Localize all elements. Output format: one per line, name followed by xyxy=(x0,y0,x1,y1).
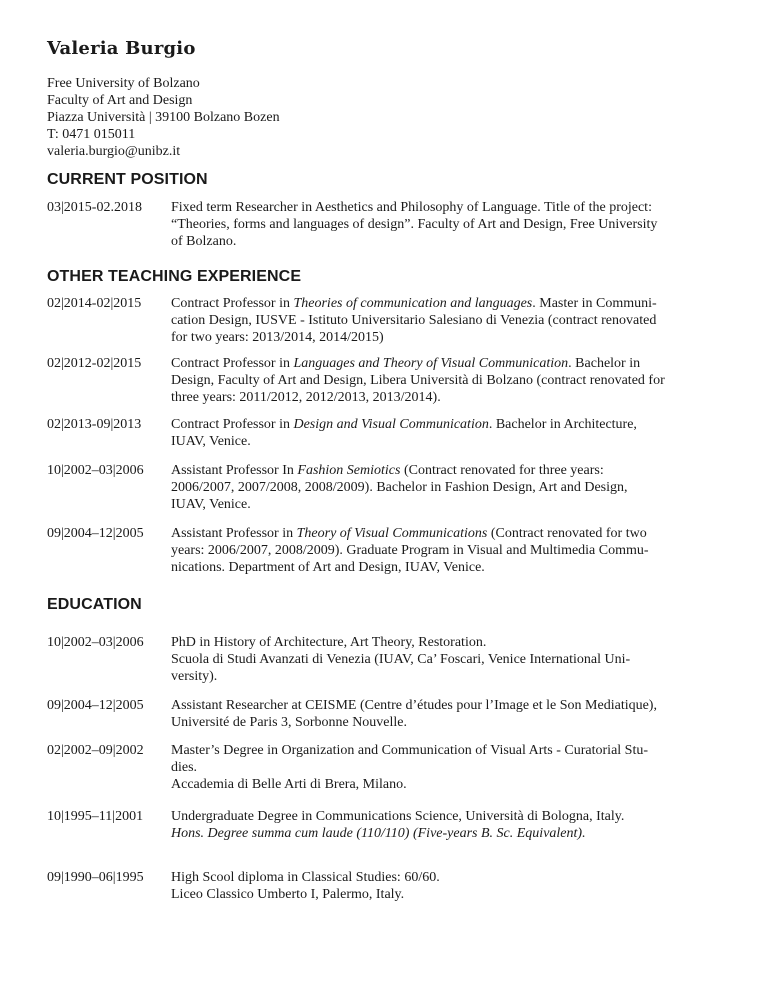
entry-date: 02|2012-02|2015 xyxy=(47,356,142,371)
entry-description xyxy=(171,808,731,842)
section-title-teaching: OTHER TEACHING EXPERIENCE xyxy=(47,268,302,285)
entry-honors-line: Hons. Degree summa cum laude (110/110) (Five-years B. Sc. Equivalent). xyxy=(171,826,586,841)
entry-line: Fixed term Researcher in Aesthetics and Philosophy of Language. Title of the project: xyxy=(171,200,652,215)
course-title: Theories of communication and languages xyxy=(293,296,533,311)
entry-date: 02|2013-09|2013 xyxy=(47,417,142,432)
contact-faculty: Faculty of Art and Design xyxy=(47,93,193,108)
entry-line: cation Design, IUSVE - Istituto Universitario Salesiano di Venezia (contract renovated xyxy=(171,313,657,328)
entry-description xyxy=(171,355,731,406)
entry-date: 02|2002–09|2002 xyxy=(47,743,144,758)
entry-description xyxy=(171,697,731,731)
entry-date: 03|2015-02.2018 xyxy=(47,200,142,215)
entry-line: IUAV, Venice. xyxy=(171,434,251,449)
entry-line: three years: 2011/2012, 2012/2013, 2013/2014). xyxy=(171,390,441,405)
contact-email: valeria.burgio@unibz.it xyxy=(47,144,181,159)
course-title: Languages and Theory of Visual Communication xyxy=(293,356,569,371)
entry-line: Accademia di Belle Arti di Brera, Milano. xyxy=(171,777,407,792)
entry-line: Liceo Classico Umberto I, Palermo, Italy. xyxy=(171,887,405,902)
entry-date: 10|1995–11|2001 xyxy=(47,809,144,824)
cv-name: Valeria Burgio xyxy=(47,38,196,59)
entry-line: Contract Professor in Theories of communication and languages. Master in Communi- xyxy=(171,296,657,311)
entry-line: Design, Faculty of Art and Design, Libera Università di Bolzano (contract renovated for xyxy=(171,373,665,388)
entry-description xyxy=(171,869,731,903)
entry-line: Assistant Professor In Fashion Semiotics (Contract renovated for three years: xyxy=(171,463,604,478)
contact-phone: T: 0471 015011 xyxy=(47,127,136,142)
entry-line: versity). xyxy=(171,669,218,684)
entry-line: Master’s Degree in Organization and Communication of Visual Arts - Curatorial Stu- xyxy=(171,743,649,758)
entry-line: Assistant Professor in Theory of Visual Communications (Contract renovated for two xyxy=(171,526,647,541)
entry-description xyxy=(171,295,731,346)
entry-date: 09|2004–12|2005 xyxy=(47,698,144,713)
section-title-current-position: CURRENT POSITION xyxy=(47,171,208,188)
entry-line: dies. xyxy=(171,760,198,775)
entry-line: Scuola di Studi Avanzati di Venezia (IUAV, Ca’ Foscari, Venice International Uni- xyxy=(171,652,631,667)
entry-description xyxy=(171,742,731,793)
entry-description xyxy=(171,416,731,450)
entry-date: 10|2002–03|2006 xyxy=(47,635,144,650)
entry-date: 09|2004–12|2005 xyxy=(47,526,144,541)
entry-line: “Theories, forms and languages of design”. Faculty of Art and Design, Free University xyxy=(171,217,658,232)
entry-line: High Scool diploma in Classical Studies: 60/60. xyxy=(171,870,440,885)
entry-line: for two years: 2013/2014, 2014/2015) xyxy=(171,330,384,345)
section-title-education: EDUCATION xyxy=(47,596,142,613)
course-title: Theory of Visual Communications xyxy=(296,526,488,541)
entry-line: Contract Professor in Design and Visual Communication. Bachelor in Architecture, xyxy=(171,417,637,432)
contact-block xyxy=(47,75,280,160)
entry-description xyxy=(171,634,731,685)
entry-line: Assistant Researcher at CEISME (Centre d’études pour l’Image et le Son Mediatique), xyxy=(171,698,657,713)
entry-line: PhD in History of Architecture, Art Theory, Restoration. xyxy=(171,635,487,650)
entry-date: 02|2014-02|2015 xyxy=(47,296,142,311)
entry-line: Université de Paris 3, Sorbonne Nouvelle. xyxy=(171,715,408,730)
contact-university: Free University of Bolzano xyxy=(47,76,200,91)
entry-line: of Bolzano. xyxy=(171,234,237,249)
entry-line: years: 2006/2007, 2008/2009). Graduate Program in Visual and Multimedia Commu- xyxy=(171,543,649,558)
entry-line: Contract Professor in Languages and Theory of Visual Communication. Bachelor in xyxy=(171,356,641,371)
contact-address: Piazza Università | 39100 Bolzano Bozen xyxy=(47,110,280,125)
course-title: Fashion Semiotics xyxy=(297,463,401,478)
entry-date: 10|2002–03|2006 xyxy=(47,463,144,478)
entry-description xyxy=(171,462,731,513)
entry-line: 2006/2007, 2007/2008, 2008/2009). Bachelor in Fashion Design, Art and Design, xyxy=(171,480,628,495)
entry-date: 09|1990–06|1995 xyxy=(47,870,144,885)
entry-line: nications. Department of Art and Design, IUAV, Venice. xyxy=(171,560,485,575)
course-title: Design and Visual Communication xyxy=(293,417,489,432)
entry-description xyxy=(171,525,731,576)
entry-line: Undergraduate Degree in Communications Science, Università di Bologna, Italy. xyxy=(171,809,625,824)
entry-description xyxy=(171,199,731,250)
entry-line: IUAV, Venice. xyxy=(171,497,251,512)
